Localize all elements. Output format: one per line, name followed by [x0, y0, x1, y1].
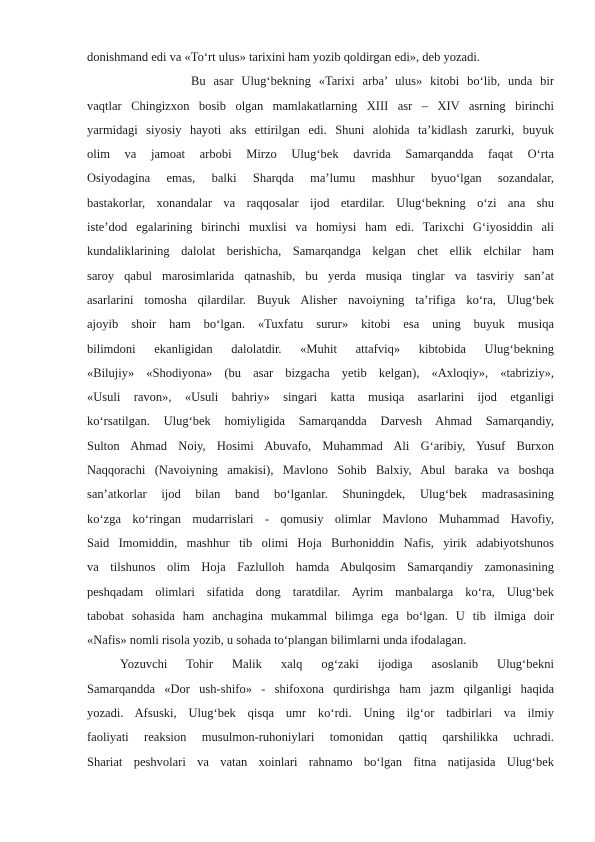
text-line: kundaliklarining dalolat berishicha, Samarqandga kelgan chet ellik elchilar ham — [87, 244, 554, 259]
text-line: ajoyib shoir ham bo‘lgan. «Tuxfatu surur» kitobi esa uning buyuk musiqa — [87, 317, 554, 332]
text-line: iste’dod egalarining birinchi muxlisi va homiysi ham edi. Tarixchi G‘iyosiddin ali — [87, 220, 554, 235]
text-line: va tilshunos olim Hoja Fazlulloh hamda Abulqosim Samarqandiy zamonasining — [87, 560, 554, 575]
text-line: «Nafis» nomli risola yozib, u sohada to‘plangan bilimlarni unda ifodalagan. — [87, 633, 467, 648]
text-line: Said Imomiddin, mashhur tib olimi Hoja Burhoniddin Nafis, yirik adabiyotshunos — [87, 535, 554, 550]
text-line: peshqadam olimlari sifatida dong taratdilar. Ayrim manbalarga ko‘ra, Ulug‘bek — [87, 584, 554, 599]
text-line: Naqqorachi (Navoiyning amakisi), Mavlono Sohib Balxiy, Abul baraka va boshqa — [87, 463, 554, 478]
text-line: «Usuli ravon», «Usuli bahriy» singari katta musiqa asarlarini ijod etganligi — [87, 390, 554, 405]
text-line: san’atkorlar ijod bilan band bo‘lganlar. Shuningdek, Ulug‘bek madrasasining — [87, 487, 554, 502]
text-line: asarlarini tomosha qilardilar. Buyuk Alisher navoiyning ta’rifiga ko‘ra, Ulug‘bek — [87, 292, 554, 307]
text-line: saroy qabul marosimlarida qatnashib, bu yerda musiqa tinglar va tasviriy san’at — [87, 268, 554, 283]
text-line: Bu asar Ulug‘bekning «Tarixi arba’ ulus» kitobi bo‘lib, unda bir — [191, 74, 554, 89]
document-page — [87, 45, 554, 774]
text-line: «Bilujiy» «Shodiyona» (bu asar bizgacha yetib kelgan), «Axloqiy», «tabriziy», — [87, 365, 554, 380]
text-line: olim va jamoat arbobi Mirzo Ulug‘bek davrida Samarqandda faqat O‘rta — [87, 147, 554, 162]
text-line: ko‘rsatilgan. Ulug‘bek homiyligida Samarqandda Darvesh Ahmad Samarqandiy, — [87, 414, 554, 429]
text-line: Sulton Ahmad Noiy, Hosimi Abuvafo, Muhammad Ali G‘aribiy, Yusuf Burxon — [87, 438, 554, 453]
text-line: yarmidagi siyosiy hayoti aks ettirilgan edi. Shuni alohida ta’kidlash zarurki, buyuk — [87, 122, 554, 137]
text-line: Samarqandda «Dor ush-shifo» - shifoxona qurdirishga ham jazm qilganligi haqida — [87, 681, 554, 696]
text-line: vaqtlar Chingizxon bosib olgan mamlakatlarning XIII asr – XIV asrning birinchi — [87, 98, 554, 113]
text-line: tabobat sohasida ham anchagina mukammal bilimga ega bo‘lgan. U tib ilmiga doir — [87, 608, 554, 623]
text-line: faoliyati reaksion musulmon-ruhoniylari tomonidan qattiq qarshilikka uchradi. — [87, 730, 554, 745]
text-line: ko‘zga ko‘ringan mudarrislari - qomusiy olimlar Mavlono Muhammad Havofiy, — [87, 511, 554, 526]
text-line: bilimdoni ekanligidan dalolatdir. «Muhit attafviq» kibtobida Ulug‘bekning — [87, 341, 554, 356]
text-line: Osiyodagina emas, balki Sharqda ma’lumu mashhur byuo‘lgan sozandalar, — [87, 171, 554, 186]
text-line: Yozuvchi Tohir Malik xalq og‘zaki ijodiga asoslanib Ulug‘bekni — [120, 657, 554, 672]
text-line: yozadi. Afsuski, Ulug‘bek qisqa umr ko‘rdi. Uning ilg‘or tadbirlari va ilmiy — [87, 706, 554, 721]
text-line: Shariat peshvolari va vatan xoinlari rahnamo bo‘lgan fitna natijasida Ulug‘bek — [87, 754, 554, 769]
text-line: donishmand edi va «To‘rt ulus» tarixini ham yozib qoldirgan edi», deb yozadi. — [87, 50, 480, 64]
text-line: bastakorlar, xonandalar va raqqosalar ijod etardilar. Ulug‘bekning o‘zi ana shu — [87, 195, 554, 210]
